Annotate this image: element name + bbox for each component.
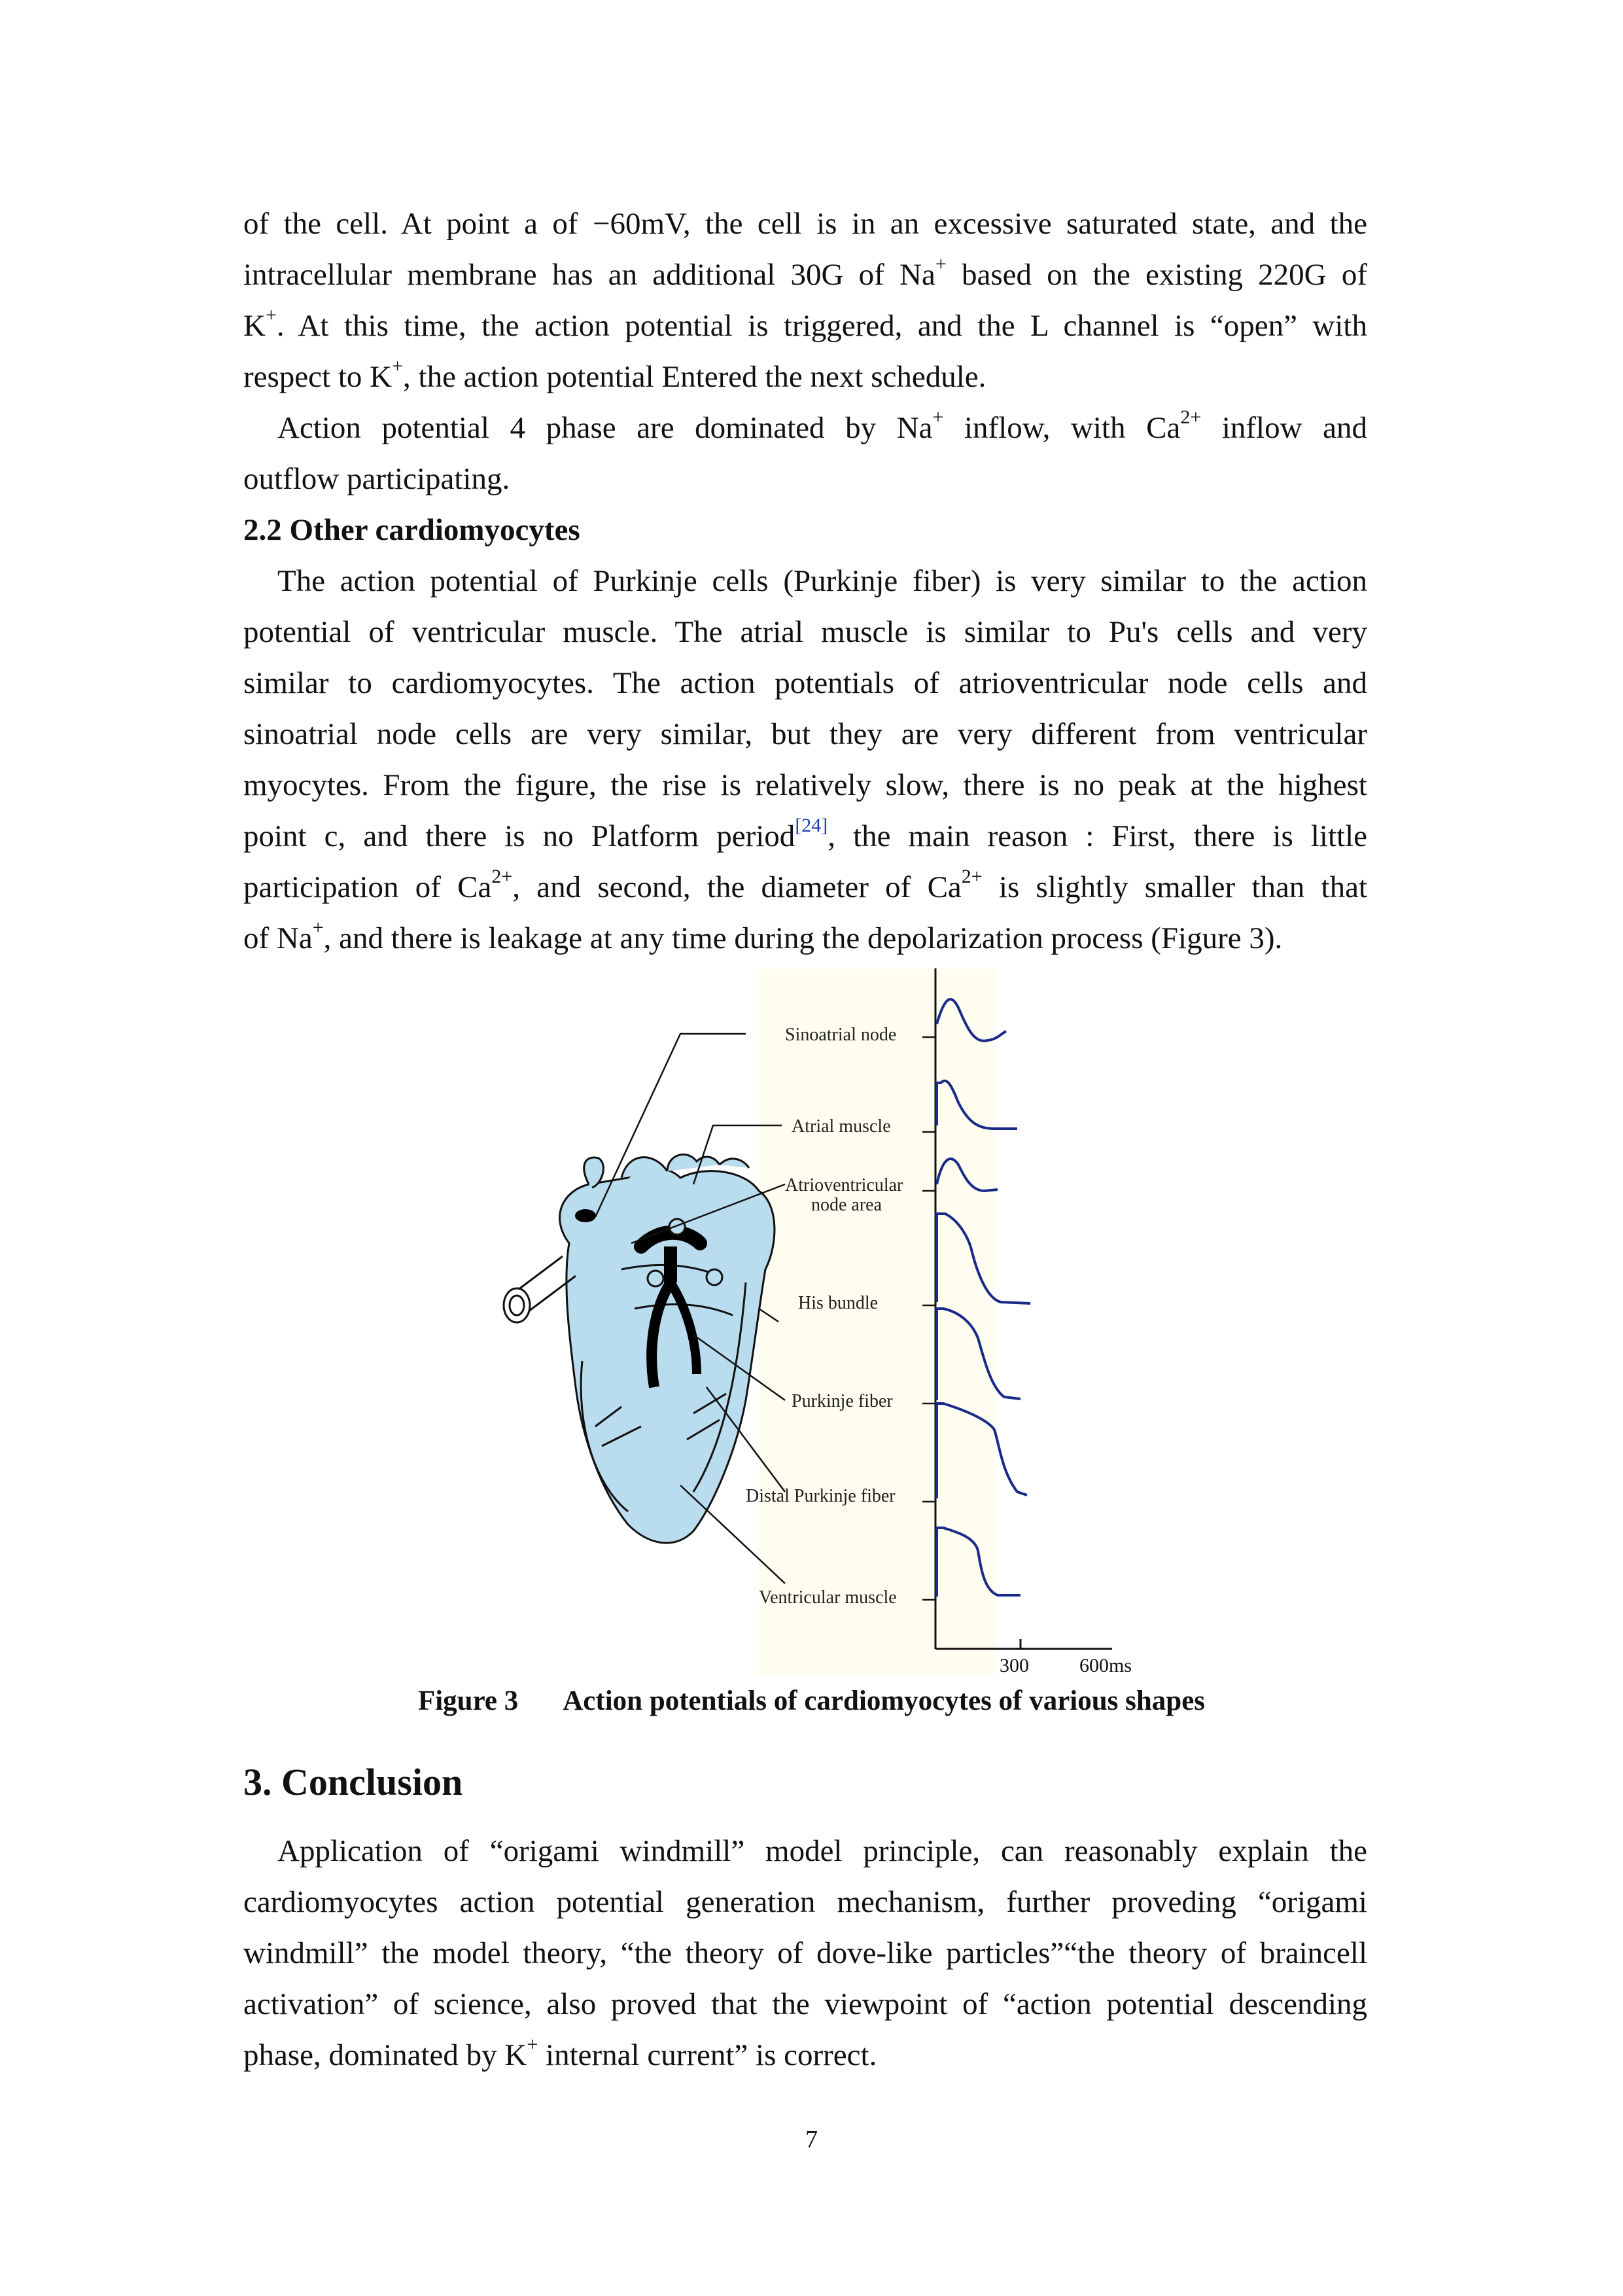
- label-his-bundle: His bundle: [798, 1293, 879, 1313]
- figure-3-illustration: [471, 968, 1204, 1675]
- paragraph-2: [243, 402, 1367, 504]
- text-line: windmill” the model theory, “the theory of dove-like particles”“the theory of braincell: [243, 1936, 1367, 1970]
- label-atrioventricular: Atrioventricular: [785, 1175, 903, 1195]
- text-line: The action potential of Purkinje cells (Purkinje fiber) is very similar to the action: [277, 564, 1367, 598]
- text-line: point c, and there is no Platform period[24], the main reason : First, there is little: [243, 815, 1367, 853]
- text-line: cardiomyocytes action potential generation mechanism, further proveding “origami: [243, 1885, 1367, 1919]
- paragraph-3: [243, 556, 1367, 964]
- figure-caption: [0, 1685, 1623, 1717]
- section-heading-conclusion: 3. Conclusion: [243, 1761, 463, 1803]
- text-line: of Na+, and there is leakage at any time during the depolarization process (Figure 3).: [243, 917, 1283, 955]
- label-node-area: node area: [811, 1195, 882, 1215]
- text-line: potential of ventricular muscle. The atrial muscle is similar to Pu's cells and very: [243, 615, 1367, 649]
- tick-label-300: 300: [1000, 1655, 1029, 1675]
- body-text-top: [243, 198, 1367, 964]
- text-line: myocytes. From the figure, the rise is relatively slow, there is no peak at the highest: [243, 768, 1367, 802]
- text-line: phase, dominated by K+ internal current” is correct.: [243, 2034, 877, 2072]
- figure-3: [471, 968, 1204, 1675]
- label-distal-purkinje-fiber: Distal Purkinje fiber: [746, 1486, 896, 1506]
- label-purkinje-fiber: Purkinje fiber: [792, 1391, 893, 1411]
- paragraph-4: [243, 1826, 1367, 2081]
- text-line: activation” of science, also proved that the viewpoint of “action potential descending: [243, 1987, 1367, 2021]
- text-line: participation of $Ca^{2+}$, and second, the diameter of $Ca^{2+}$ is slightly smaller than that: [243, 866, 1368, 904]
- paragraph-1: [243, 198, 1367, 402]
- text-line: outflow participating.: [243, 462, 510, 496]
- figure-caption-text: Action potentials of cardiomyocytes of various shapes: [563, 1686, 1206, 1716]
- text-line: similar to cardiomyocytes. The action potentials of atrioventricular node cells and: [243, 666, 1367, 700]
- text-line: Action potential 4 phase are dominated by Na+ inflow, with $Ca^{2+}$ inflow and: [277, 406, 1367, 445]
- section-heading-2-2: 2.2 Other cardiomyocytes: [243, 513, 580, 547]
- text-line: respect to K+, the action potential Entered the next schedule.: [243, 355, 986, 394]
- figure-number: Figure 3: [417, 1686, 519, 1716]
- trace-panel-background: [759, 968, 994, 1675]
- page-number: 7: [805, 2126, 818, 2153]
- text-line: Application of “origami windmill” model principle, can reasonably explain the: [277, 1834, 1367, 1868]
- text-line: sinoatrial node cells are very similar, but they are very different from ventricular: [243, 717, 1367, 751]
- citation-link[interactable]: [24]: [795, 815, 828, 836]
- label-sinoatrial-node: Sinoatrial node: [785, 1025, 897, 1045]
- label-ventricular-muscle: Ventricular muscle: [759, 1587, 897, 1608]
- text-line: intracellular membrane has an additional 30G of Na+ based on the existing 220G of: [243, 253, 1368, 292]
- label-atrial-muscle: Atrial muscle: [792, 1116, 891, 1137]
- text-line: of the cell. At point a of −60mV, the cell is in an excessive saturated state, and the: [243, 207, 1367, 241]
- text-line: K+. At this time, the action potential is triggered, and the L channel is “open” with: [243, 304, 1367, 343]
- tick-label-600ms: 600ms: [1079, 1655, 1132, 1675]
- body-text-conclusion: [243, 1826, 1367, 2081]
